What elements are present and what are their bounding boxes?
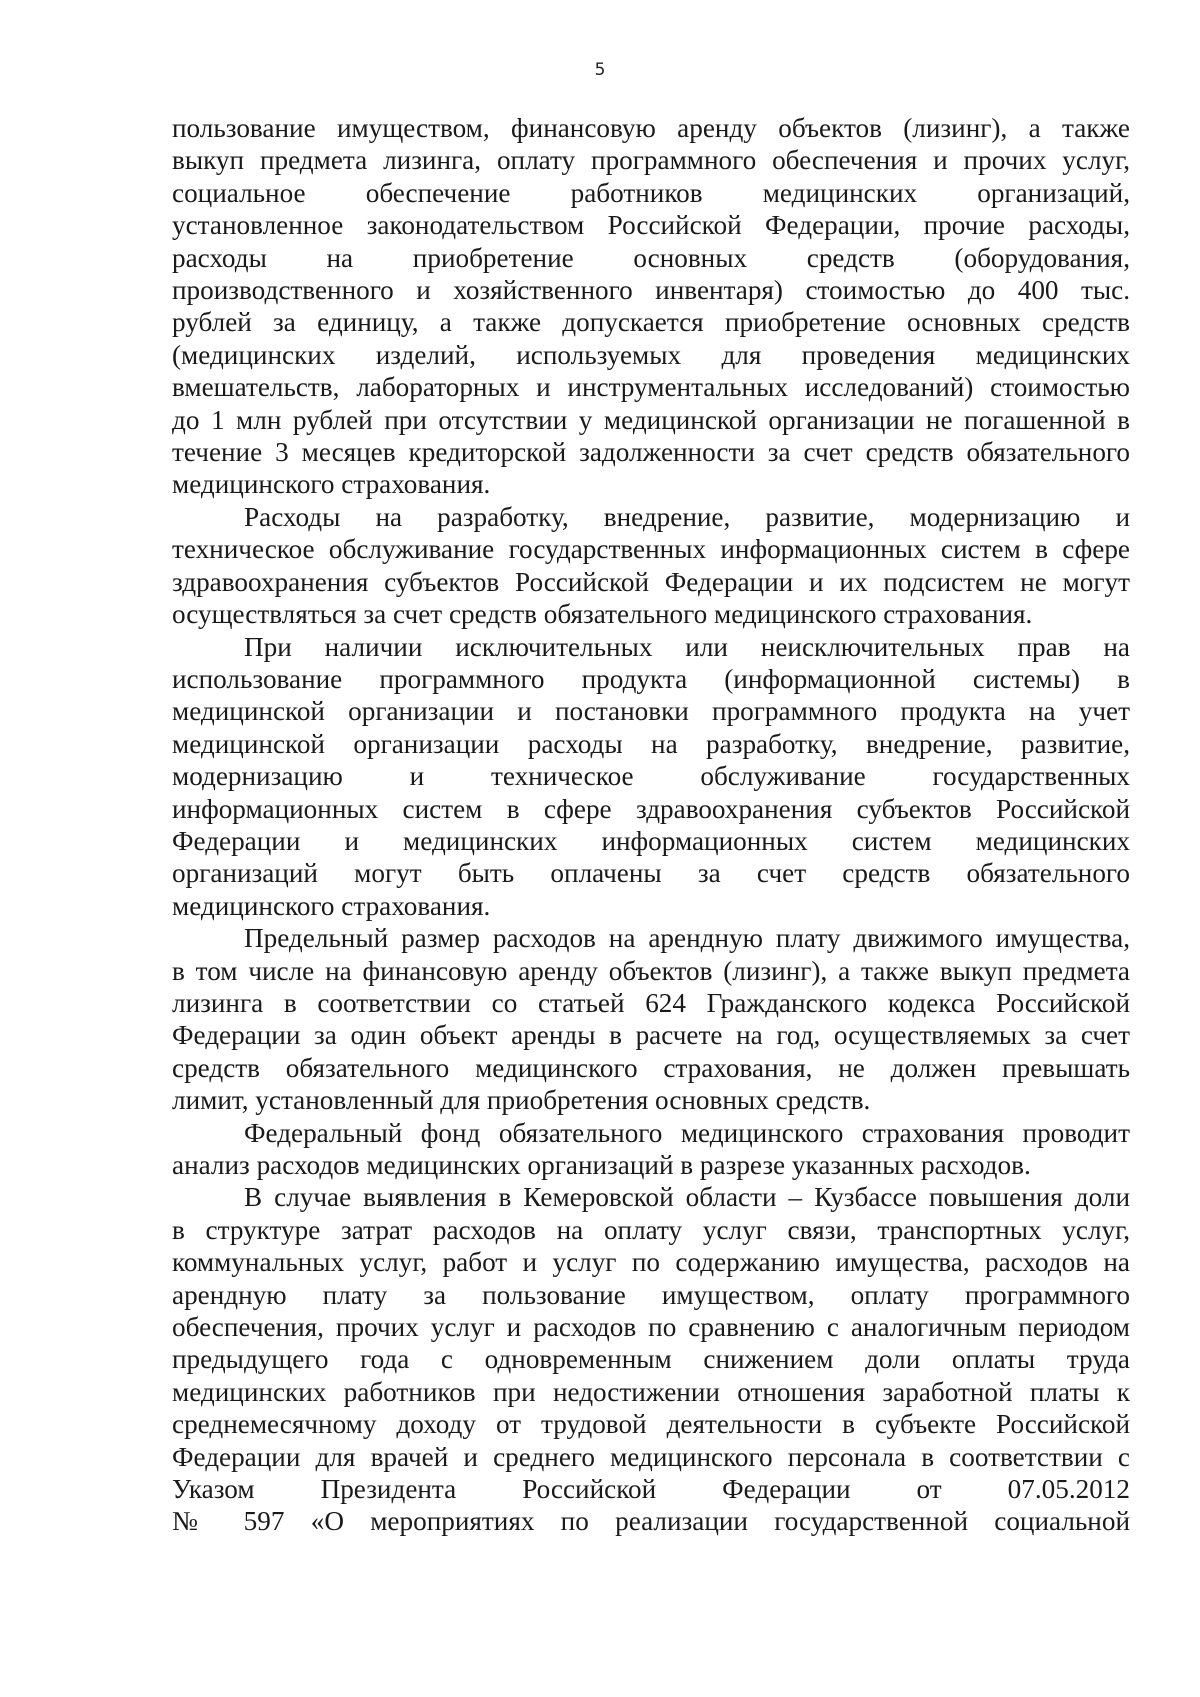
text-line: Федерации и медицинских информационных систем медицинских — [172, 825, 1130, 856]
text-line: медицинского страхования. — [172, 469, 491, 500]
page-number: 5 — [594, 60, 606, 80]
text-line: рублей за единицу, а также допускается приобретение основных средств — [172, 307, 1130, 338]
text-line: среднемесячному доходу от трудовой деятельности в субъекте Российской — [172, 1409, 1130, 1440]
text-line: Расходы на разработку, внедрение, развитие, модернизацию и — [244, 501, 1130, 532]
text-line: расходы на приобретение основных средств (оборудования, — [172, 242, 1130, 273]
text-line: медицинских работников при недостижении отношения заработной платы к — [172, 1376, 1130, 1407]
paragraph — [172, 1181, 1130, 1537]
text-line: предыдущего года с одновременным снижением доли оплаты труда — [172, 1344, 1130, 1375]
text-line: пользование имуществом, финансовую аренду объектов (лизинг), а также — [172, 113, 1130, 143]
text-line: лизинга в соответствии со статьей 624 Гражданского кодекса Российской — [172, 987, 1130, 1018]
text-line: социальное обеспечение работников медицинских организаций, — [172, 177, 1130, 208]
text-line: В случае выявления в Кемеровской области – Кузбассе повышения доли — [244, 1182, 1130, 1213]
text-line: медицинской организации расходы на разработку, внедрение, развитие, — [172, 728, 1130, 759]
paragraph — [172, 1117, 1130, 1182]
text-line: организаций могут быть оплачены за счет средств обязательного — [172, 858, 1130, 889]
text-line: медицинского страхования. — [172, 890, 491, 921]
text-line: (медицинских изделий, используемых для проведения медицинских — [172, 339, 1130, 370]
text-line: При наличии исключительных или неисключительных прав на — [244, 631, 1130, 662]
document-body — [172, 112, 1130, 1538]
text-line: техническое обслуживание государственных информационных систем в сфере — [172, 534, 1130, 565]
text-line: коммунальных услуг, работ и услуг по содержанию имущества, расходов на — [172, 1247, 1130, 1278]
text-line: Предельный размер расходов на арендную плату движимого имущества, — [244, 923, 1130, 954]
text-line: № 597 «О мероприятиях по реализации государственной социальной — [172, 1506, 1130, 1537]
text-line: до 1 млн рублей при отсутствии у медицинской организации не погашенной в — [172, 404, 1130, 435]
text-line: медицинской организации и постановки программного продукта на учет — [172, 696, 1130, 727]
text-line: Федерации для врачей и среднего медицинского персонала в соответствии с — [172, 1441, 1130, 1472]
text-line: анализ расходов медицинских организаций в разрезе указанных расходов. — [172, 1150, 1031, 1180]
text-line: в том числе на финансовую аренду объектов (лизинг), а также выкуп предмета — [172, 955, 1130, 986]
text-line: производственного и хозяйственного инвентаря) стоимостью до 400 тыс. — [172, 275, 1130, 306]
text-line: модернизацию и техническое обслуживание государственных — [172, 761, 1130, 792]
text-line: Указом Президента Российской Федерации от 07.05.2012 — [172, 1474, 1130, 1505]
text-line: выкуп предмета лизинга, оплату программного обеспечения и прочих услуг, — [172, 145, 1130, 176]
text-line: обеспечения, прочих услуг и расходов по сравнению с аналогичным периодом — [172, 1312, 1130, 1343]
text-line: арендную плату за пользование имуществом, оплату программного — [172, 1279, 1130, 1310]
text-line: здравоохранения субъектов Российской Федерации и их подсистем не могут — [172, 566, 1130, 597]
paragraph — [172, 922, 1130, 1116]
paragraph — [172, 501, 1130, 631]
text-line: информационных систем в сфере здравоохранения субъектов Российской — [172, 793, 1130, 824]
text-line: лимит, установленный для приобретения основных средств. — [172, 1085, 871, 1116]
paragraph — [172, 631, 1130, 923]
text-line: установленное законодательством Российской Федерации, прочие расходы, — [172, 210, 1130, 241]
text-line: течение 3 месяцев кредиторской задолженности за счет средств обязательного — [172, 437, 1130, 468]
text-line: вмешательств, лабораторных и инструментальных исследований) стоимостью — [172, 372, 1130, 403]
text-line: средств обязательного медицинского страхования, не должен превышать — [172, 1052, 1130, 1083]
paragraph — [172, 112, 1130, 501]
text-line: в структуре затрат расходов на оплату услуг связи, транспортных услуг, — [172, 1214, 1130, 1245]
text-line: Федеральный фонд обязательного медицинского страхования проводит — [244, 1117, 1130, 1148]
text-line: осуществляться за счет средств обязательного медицинского страхования. — [172, 599, 1033, 630]
text-line: использование программного продукта (информационной системы) в — [172, 663, 1130, 694]
text-line: Федерации за один объект аренды в расчете на год, осуществляемых за счет — [172, 1020, 1130, 1051]
